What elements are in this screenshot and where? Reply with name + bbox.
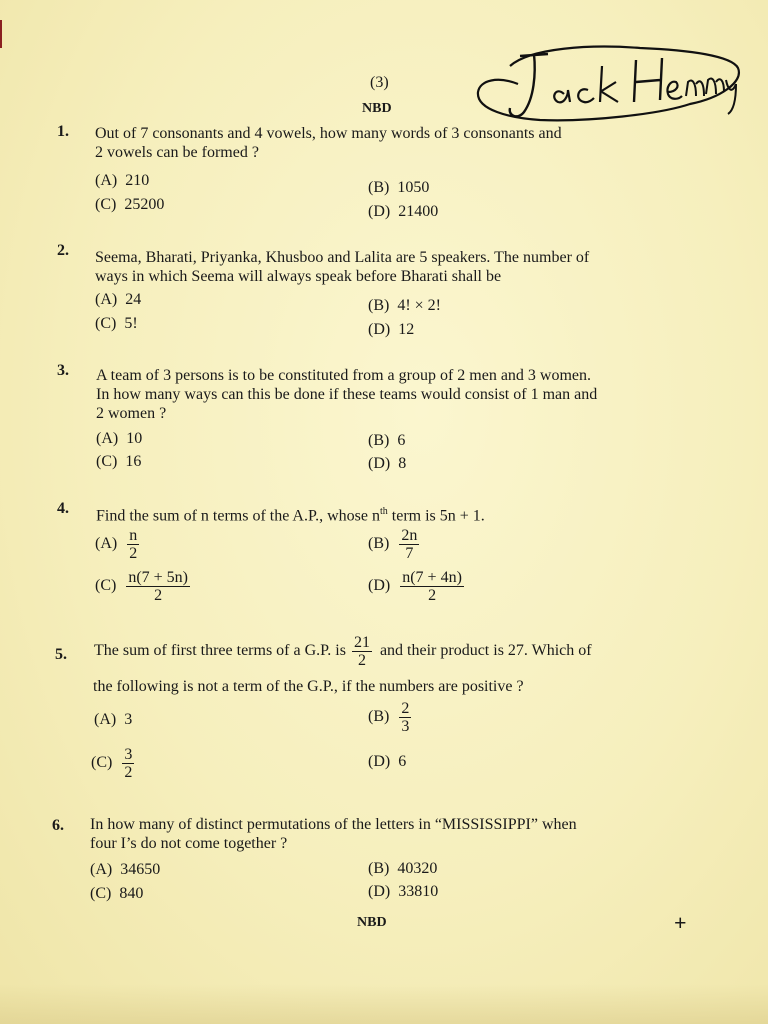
option-a xyxy=(94,711,132,729)
question-number: 4. xyxy=(57,500,69,517)
option-value: 16 xyxy=(125,453,142,470)
option-d xyxy=(368,883,438,901)
option-label: (A) xyxy=(95,291,118,308)
fraction xyxy=(127,527,139,562)
option-label: (B) xyxy=(368,708,390,726)
question-number: 1. xyxy=(57,123,69,140)
option-value: 34650 xyxy=(120,861,161,878)
denominator: 7 xyxy=(405,545,414,562)
fraction xyxy=(352,634,372,669)
option-c xyxy=(95,569,190,604)
question-text xyxy=(90,815,690,853)
page-edge-mark xyxy=(0,20,2,48)
question-text xyxy=(95,248,665,286)
option-label: (A) xyxy=(95,535,118,553)
option-label: (D) xyxy=(368,455,391,472)
question-line: the following is not a term of the G.P., if the numbers are positive ? xyxy=(93,678,524,695)
question-line: Find the sum of n terms of the A.P., whose n xyxy=(96,507,380,525)
numerator: n xyxy=(129,527,138,544)
option-d xyxy=(368,321,414,339)
question-text xyxy=(94,634,694,669)
fraction xyxy=(399,527,419,562)
question-line: In how many ways can this be done if these teams would consist of 1 man and xyxy=(96,386,598,403)
option-d xyxy=(368,203,438,221)
option-value: 40320 xyxy=(397,860,438,877)
question-line: Out of 7 consonants and 4 vowels, how many words of 3 consonants and xyxy=(95,125,562,142)
option-b xyxy=(368,432,405,450)
question-number: 6. xyxy=(52,817,64,834)
numerator: 2n xyxy=(401,527,418,544)
option-label: (D) xyxy=(368,321,391,338)
signature-stamp xyxy=(470,36,745,136)
numerator: 2 xyxy=(401,700,410,717)
page-bottom-shadow xyxy=(0,984,768,1024)
fraction xyxy=(126,569,190,604)
question-number: 2. xyxy=(57,242,69,259)
option-a xyxy=(95,291,141,309)
option-value: 21400 xyxy=(398,203,439,220)
numerator: n(7 + 5n) xyxy=(128,569,189,586)
option-value: 1050 xyxy=(397,179,430,196)
option-label: (D) xyxy=(368,577,391,595)
option-label: (B) xyxy=(368,179,390,196)
option-d xyxy=(368,753,406,771)
option-value: 840 xyxy=(119,885,144,902)
option-label: (C) xyxy=(96,453,118,470)
footer-code: NBD xyxy=(357,915,387,930)
option-value: 6 xyxy=(398,753,407,770)
option-label: (C) xyxy=(91,754,113,772)
option-c xyxy=(95,196,164,214)
option-b xyxy=(368,179,429,197)
question-line: In how many of distinct permutations of the letters in “MISSISSIPPI” when xyxy=(90,816,577,833)
denominator: 2 xyxy=(129,545,138,562)
plus-mark: + xyxy=(674,910,687,935)
denominator: 2 xyxy=(357,652,366,669)
denominator: 2 xyxy=(428,587,437,604)
option-value: 33810 xyxy=(398,883,439,900)
option-label: (B) xyxy=(368,535,390,553)
option-label: (B) xyxy=(368,297,390,314)
option-value: 4! × 2! xyxy=(397,297,442,314)
option-label: (C) xyxy=(95,196,117,213)
option-a xyxy=(95,172,149,190)
option-b xyxy=(368,527,419,562)
question-line: four I’s do not come together ? xyxy=(90,835,288,852)
denominator: 2 xyxy=(124,764,133,781)
fraction xyxy=(399,700,411,735)
numerator: 21 xyxy=(353,634,370,651)
option-c xyxy=(95,315,138,333)
question-line: A team of 3 persons is to be constituted from a group of 2 men and 3 women. xyxy=(96,367,592,384)
option-b xyxy=(368,700,411,735)
option-value: 12 xyxy=(398,321,415,338)
option-value: 8 xyxy=(398,455,407,472)
question-line: and their product is 27. Which of xyxy=(379,642,592,660)
option-c xyxy=(90,885,143,903)
option-value: 3 xyxy=(124,711,133,728)
option-label: (A) xyxy=(96,430,119,447)
question-line: term is 5n + 1. xyxy=(387,507,485,525)
option-label: (C) xyxy=(90,885,112,902)
question-text xyxy=(96,366,666,423)
option-c xyxy=(96,453,141,471)
option-label: (C) xyxy=(95,577,117,595)
question-line: The sum of first three terms of a G.P. is xyxy=(94,642,346,660)
option-value: 25200 xyxy=(124,196,165,213)
option-label: (D) xyxy=(368,203,391,220)
question-text xyxy=(95,124,665,162)
option-d xyxy=(368,569,464,604)
option-label: (A) xyxy=(94,711,117,728)
option-c xyxy=(91,746,134,781)
option-label: (A) xyxy=(95,172,118,189)
question-line: 2 vowels can be formed ? xyxy=(95,144,259,161)
option-label: (C) xyxy=(95,315,117,332)
option-b xyxy=(368,860,437,878)
numerator: n(7 + 4n) xyxy=(402,569,462,586)
option-label: (D) xyxy=(368,753,391,770)
option-a xyxy=(95,527,139,562)
question-line: ways in which Seema will always speak before Bharati shall be xyxy=(95,268,502,285)
page-number: (3) xyxy=(370,74,389,91)
option-label: (A) xyxy=(90,861,113,878)
question-line: 2 women ? xyxy=(96,405,167,422)
option-label: (B) xyxy=(368,432,390,449)
option-value: 6 xyxy=(397,432,406,449)
fraction xyxy=(400,569,464,604)
option-value: 24 xyxy=(125,291,142,308)
option-label: (B) xyxy=(368,860,390,877)
question-line: Seema, Bharati, Priyanka, Khusboo and Lalita are 5 speakers. The number of xyxy=(95,249,590,266)
option-b xyxy=(368,297,441,315)
fraction xyxy=(122,746,134,781)
denominator: 3 xyxy=(401,718,410,735)
option-value: 210 xyxy=(125,172,150,189)
superscript: th xyxy=(380,506,388,517)
option-d xyxy=(368,455,406,473)
denominator: 2 xyxy=(154,587,163,604)
question-number: 5. xyxy=(55,646,67,663)
option-a xyxy=(90,861,160,879)
numerator: 3 xyxy=(124,746,133,763)
option-value: 10 xyxy=(126,430,143,447)
option-a xyxy=(96,430,142,448)
option-value: 5! xyxy=(124,315,138,332)
option-label: (D) xyxy=(368,883,391,900)
question-number: 3. xyxy=(57,362,69,379)
question-text xyxy=(96,502,666,525)
header-code: NBD xyxy=(362,101,392,116)
